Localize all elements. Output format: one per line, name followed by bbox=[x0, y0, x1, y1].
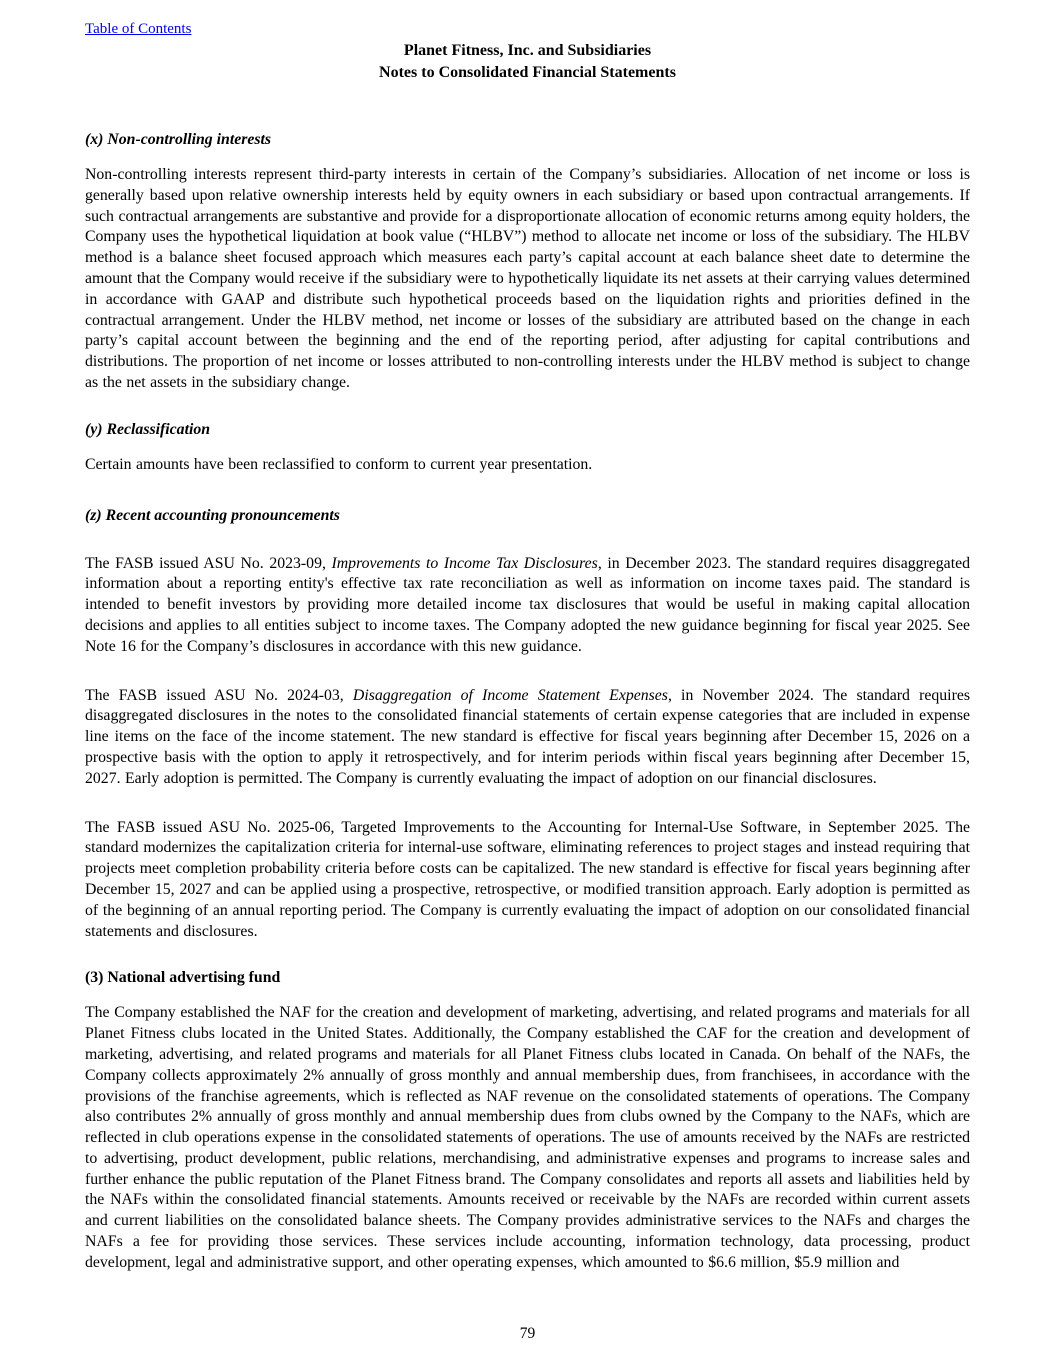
document-header bbox=[85, 40, 970, 84]
asu-2023-09-text-post: , in December 2023. The standard requires disaggregated information about a reporting entity's effective tax rate reconciliation as well as information on income taxes paid. The standard is intended to benefit investors by providing more detailed income tax disclosures that would be useful in making capital allocation decisions and applies to all entities subject to income taxes. The Company adopted the new guidance beginning for fiscal year 2025. See Note 16 for the Company’s disclosures in accordance with this new guidance. bbox=[85, 554, 970, 655]
asu-2023-09-title-italic: Improvements to Income Tax Disclosures bbox=[331, 554, 598, 572]
noncontrolling-interests-paragraph: Non-controlling interests represent third-party interests in certain of the Company’s subsidiaries. Allocation of net income or loss is generally based upon relative ownership interests held by equity owners in each subsidiary or based upon contractual arrangements. If such contractual arrangements are substantive and provide for a disproportionate allocation of economic returns among equity holders, the Company uses the hypothetical liquidation at book value (“HLBV”) method to allocate net income or loss of the subsidiary. The HLBV method is a balance sheet focused approach which measures each party’s capital account at each balance sheet date to determine the amount that the Company would receive if the subsidiary were to hypothetically liquidate its net assets at their carrying values determined in accordance with GAAP and distribute such hypothetical proceeds based on the liquidation rights and priorities defined in the contractual arrangement. Under the HLBV method, net income or losses of the subsidiary are attributed based on the change in each party’s capital account between the beginning and the end of the reporting period, after adjusting for capital contributions and distributions. The proportion of net income or losses attributed to non-controlling interests under the HLBV method is subject to change as the net assets in the subsidiary change. bbox=[85, 166, 970, 391]
reclassification-paragraph: Certain amounts have been reclassified to conform to current year presentation. bbox=[85, 455, 593, 473]
section-heading-recent-accounting-pronouncements: (z) Recent accounting pronouncements bbox=[85, 506, 340, 524]
page-number: 79 bbox=[519, 1325, 536, 1342]
table-of-contents-link[interactable]: Table of Contents bbox=[85, 21, 192, 37]
document-title: Planet Fitness, Inc. and Subsidiaries bbox=[403, 42, 652, 59]
asu-2024-03-paragraph bbox=[85, 686, 970, 790]
asu-2025-06-paragraph: The FASB issued ASU No. 2025-06, Targeted Improvements to the Accounting for Internal-Use Software, in September 2025. The standard modernizes the capitalization criteria for internal-use software, eliminating references to project stages and instead requiring that projects meet completion probability criteria before costs can be capitalized. The new standard is effective for fiscal years beginning after December 15, 2027 and can be applied using a prospective, retrospective, or modified transition approach. Early adoption is permitted as of the beginning of an annual reporting period. The Company is currently evaluating the impact of adoption on our consolidated financial statements and disclosures. bbox=[85, 818, 970, 940]
document-subtitle: Notes to Consolidated Financial Statements bbox=[379, 64, 676, 81]
asu-2024-03-text-pre: The FASB issued ASU No. 2024-03, bbox=[85, 686, 353, 704]
asu-2023-09-paragraph bbox=[85, 554, 970, 658]
section-heading-national-advertising-fund: (3) National advertising fund bbox=[85, 969, 281, 987]
section-heading-noncontrolling-interests: (x) Non-controlling interests bbox=[85, 131, 272, 148]
asu-2023-09-text-pre: The FASB issued ASU No. 2023-09, bbox=[85, 554, 332, 572]
national-advertising-fund-paragraph: The Company established the NAF for the creation and development of marketing, advertising, and related programs and materials for all Planet Fitness clubs located in the United States. Additionally, the Company established the CAF for the creation and development of marketing, advertising, and related programs and materials for all Planet Fitness clubs located in Canada. On behalf of the NAFs, the Company collects approximately 2% annually of gross monthly and annual membership dues, from franchisees, in accordance with the provisions of the franchise agreements, which is reflected as NAF revenue on the consolidated statements of operations. The Company also contributes 2% annually of gross monthly and annual membership dues from clubs owned by the Company to the NAFs, which are reflected in club operations expense in the consolidated statements of operations. The use of amounts received by the NAFs are restricted to advertising, product development, public relations, merchandising, and administrative expenses and programs to increase sales and further enhance the public reputation of the Planet Fitness brand. The Company consolidates and reports all assets and liabilities held by the NAFs within the consolidated financial statements. Amounts received or receivable by the NAFs are recorded within current assets and current liabilities on the consolidated balance sheets. The Company provides administrative services to the NAFs and charges the NAFs a fee for providing those services. These services include accounting, information technology, data processing, product development, legal and administrative support, and other operating expenses, which amounted to $6.6 million, $5.9 million and bbox=[85, 1004, 970, 1271]
asu-2024-03-title-italic: Disaggregation of Income Statement Expenses bbox=[352, 686, 668, 704]
section-heading-reclassification: (y) Reclassification bbox=[85, 420, 211, 438]
asu-2024-03-text-post: , in November 2024. The standard requires disaggregated disclosures in the notes to the consolidated financial statements of certain expense categories that are included in expense line items on the face of the income statement. The new standard is effective for fiscal years beginning after December 15, 2026 on a prospective basis with the option to apply it retrospectively, and for interim periods within fiscal years beginning after December 15, 2027. Early adoption is permitted. The Company is currently evaluating the impact of adoption on our financial disclosures. bbox=[85, 686, 970, 787]
